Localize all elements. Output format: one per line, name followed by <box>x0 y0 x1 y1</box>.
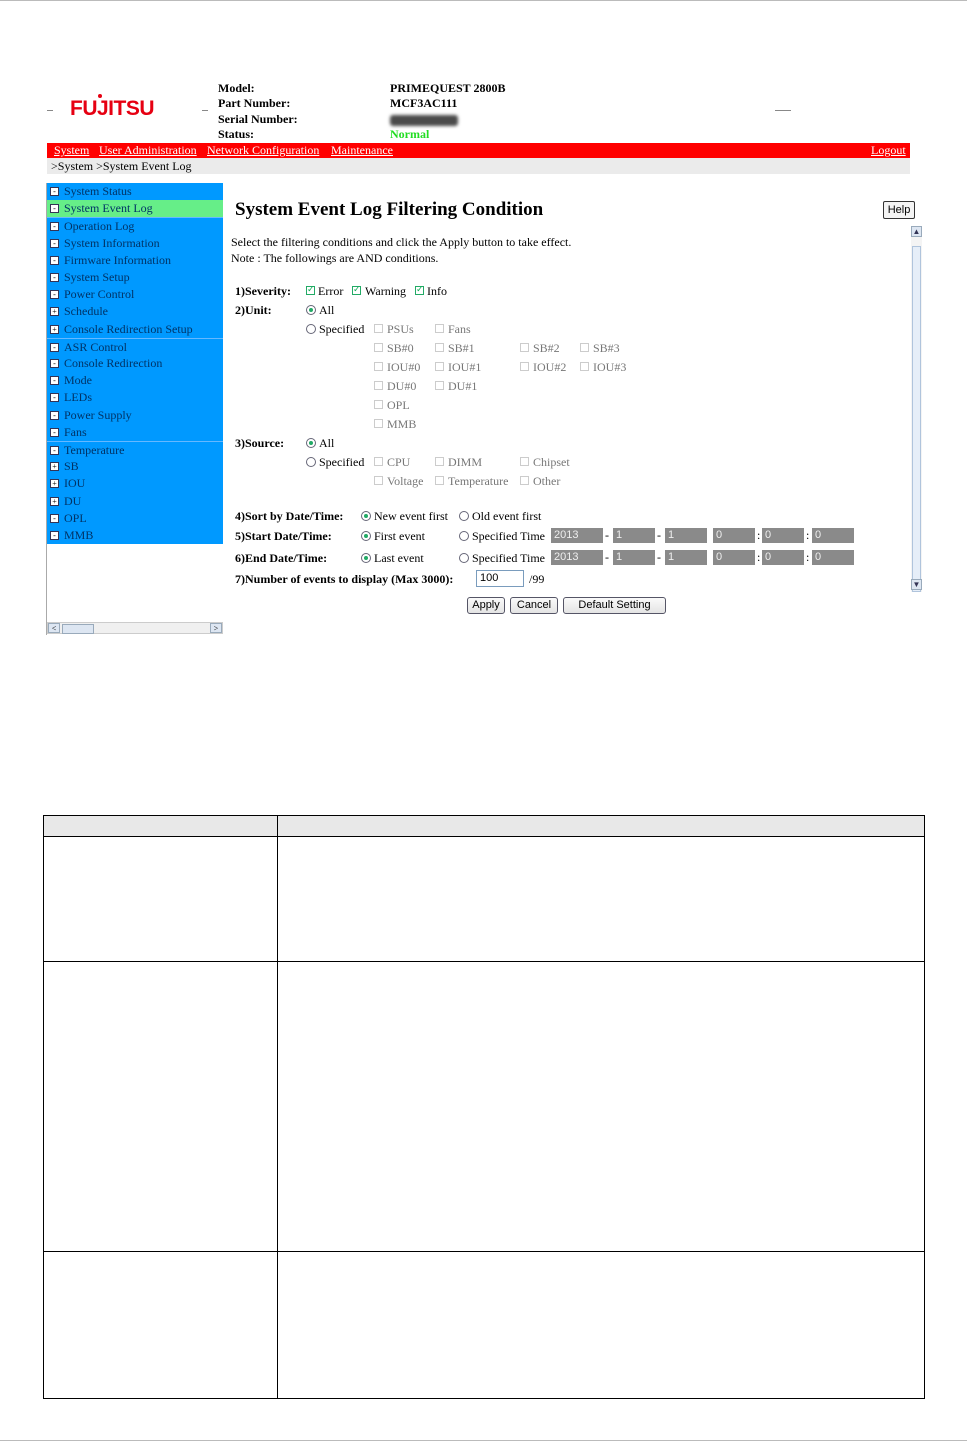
source-chipset-label: Chipset <box>533 455 570 469</box>
end-specified-radio[interactable] <box>459 553 469 563</box>
start-label: 5)Start Date/Time: <box>235 529 332 543</box>
sidebar-item-opl[interactable] <box>47 510 223 527</box>
end-day-field[interactable]: 1 <box>665 550 707 565</box>
fujitsu-logo: FUJITSU <box>70 97 155 120</box>
sidebar-item-power-supply[interactable] <box>47 407 223 424</box>
sidebar-item-label: DU <box>64 493 82 508</box>
source-cpu-checkbox[interactable] <box>374 457 383 466</box>
unit-du-1-label: DU#1 <box>448 379 478 393</box>
serial-redaction <box>390 115 458 126</box>
source-voltage-checkbox[interactable] <box>374 476 383 485</box>
collapse-minus-icon[interactable]: - <box>50 222 59 231</box>
document-table <box>43 815 925 1399</box>
sidebar-item-label: System Event Log <box>64 201 153 216</box>
menu-network-configuration[interactable]: Network Configuration <box>207 143 320 157</box>
sidebar-item-label: Power Control <box>64 287 135 302</box>
expand-plus-icon[interactable]: + <box>50 307 59 316</box>
expand-plus-icon[interactable]: + <box>50 497 59 506</box>
unit-sb-2-checkbox[interactable] <box>520 343 529 352</box>
unit-sb-0-label: SB#0 <box>387 341 414 355</box>
unit-specified-radio[interactable] <box>306 324 316 334</box>
sidebar-item-schedule[interactable] <box>47 303 223 320</box>
sidebar-item-power-control[interactable] <box>47 286 223 303</box>
collapse-minus-icon[interactable]: - <box>50 359 59 368</box>
sidebar-item-asr-control[interactable] <box>47 338 223 356</box>
unit-du-0-checkbox[interactable] <box>374 381 383 390</box>
end-sep-1: - <box>605 550 609 564</box>
severity-info-label: Info <box>427 284 447 298</box>
vertical-scroll-thumb[interactable] <box>912 246 921 592</box>
sidebar-item-temperature[interactable] <box>47 441 223 459</box>
collapse-minus-icon[interactable]: - <box>50 273 59 282</box>
end-month-field[interactable]: 1 <box>613 550 655 565</box>
sidebar-item-leds[interactable] <box>47 389 223 406</box>
unit-opl-label: OPL <box>387 398 410 412</box>
severity-warning-checkbox[interactable] <box>352 286 361 295</box>
start-specified-radio[interactable] <box>459 531 469 541</box>
sidebar-item-label: SB <box>64 459 79 474</box>
sidebar-item-mmb[interactable] <box>47 527 223 544</box>
end-specified-label: Specified Time <box>472 551 546 565</box>
unit-sb-0-checkbox[interactable] <box>374 343 383 352</box>
source-specified-label: Specified <box>319 455 365 469</box>
sidebar-item-label: Power Supply <box>64 407 132 422</box>
collapse-minus-icon[interactable]: - <box>50 531 59 540</box>
sidebar-item-label: Mode <box>64 373 92 388</box>
sidebar-item-fans[interactable] <box>47 424 223 441</box>
source-dimm-checkbox[interactable] <box>435 457 444 466</box>
breadcrumb: >System >System Event Log <box>47 158 910 174</box>
status-value: Normal <box>390 127 430 141</box>
source-other-checkbox[interactable] <box>520 476 529 485</box>
unit-iou-3-checkbox[interactable] <box>580 362 589 371</box>
cancel-button[interactable]: Cancel <box>510 597 558 614</box>
unit-du-0-label: DU#0 <box>387 379 417 393</box>
end-second-field[interactable]: 0 <box>812 550 854 565</box>
collapse-minus-icon[interactable]: - <box>50 290 59 299</box>
sidebar-item-sb[interactable] <box>47 458 223 475</box>
count-total: /99 <box>529 572 545 586</box>
default-setting-button[interactable]: Default Setting <box>563 597 666 614</box>
collapse-minus-icon[interactable]: - <box>50 428 59 437</box>
start-first-event-label: First event <box>374 529 425 543</box>
table-row-divider-2 <box>44 1251 924 1252</box>
sidebar-item-operation-log[interactable] <box>47 217 223 235</box>
expand-plus-icon[interactable]: + <box>50 325 59 334</box>
start-year-field[interactable]: 2013 <box>551 528 603 543</box>
start-second-field[interactable]: 0 <box>812 528 854 543</box>
end-sep-2: - <box>657 550 661 564</box>
sidebar-item-label: System Status <box>64 184 132 198</box>
collapse-minus-icon[interactable]: - <box>50 393 59 402</box>
sidebar-item-iou[interactable] <box>47 475 223 492</box>
unit-mmb-label: MMB <box>387 417 417 431</box>
end-minute-field[interactable]: 0 <box>762 550 804 565</box>
sidebar-item-label: Console Redirection <box>64 356 163 370</box>
collapse-minus-icon[interactable]: - <box>50 256 59 265</box>
unit-sb-3-label: SB#3 <box>593 341 620 355</box>
sort-label: 4)Sort by Date/Time: <box>235 509 344 523</box>
start-sep-3: : <box>757 528 761 542</box>
sidebar-item-system-event-log[interactable] <box>47 200 223 217</box>
page-bottom-border <box>0 1440 967 1441</box>
header-divider-right <box>775 110 791 111</box>
collapse-minus-icon[interactable]: - <box>50 514 59 523</box>
source-chipset-checkbox[interactable] <box>520 457 529 466</box>
unit-mmb-checkbox[interactable] <box>374 419 383 428</box>
end-sep-3: : <box>757 550 761 564</box>
unit-sb-1-checkbox[interactable] <box>435 343 444 352</box>
status-label: Status: <box>218 127 255 141</box>
sidebar-item-du[interactable] <box>47 493 223 510</box>
sidebar-item-label: Fans <box>64 424 87 439</box>
page-title: System Event Log Filtering Condition <box>235 199 544 220</box>
source-cpu-label: CPU <box>387 455 411 469</box>
model-label: Model: <box>218 81 255 95</box>
sort-old-first-radio[interactable] <box>459 511 469 521</box>
severity-error-checkbox[interactable] <box>306 286 315 295</box>
unit-sb-3-checkbox[interactable] <box>580 343 589 352</box>
sidebar-item-label: Temperature <box>64 443 125 457</box>
start-specified-label: Specified Time <box>472 529 546 543</box>
main-vertical-scrollbar[interactable] <box>911 226 922 592</box>
sidebar-item-system-setup[interactable] <box>47 269 223 286</box>
end-sep-4: : <box>806 550 810 564</box>
collapse-minus-icon[interactable]: - <box>50 343 59 352</box>
scroll-left-arrow-icon[interactable]: < <box>48 623 60 633</box>
severity-info-checkbox[interactable] <box>415 286 424 295</box>
serial-number-label: Serial Number: <box>218 112 298 126</box>
collapse-minus-icon[interactable]: - <box>50 411 59 420</box>
source-specified-radio[interactable] <box>306 457 316 467</box>
collapse-minus-icon[interactable]: - <box>50 187 59 196</box>
part-number-label: Part Number: <box>218 96 291 110</box>
source-temperature-label: Temperature <box>448 474 509 488</box>
sidebar-item-firmware-information[interactable] <box>47 252 223 269</box>
sidebar-item-system-information[interactable] <box>47 235 223 252</box>
serial-number-value <box>390 112 458 128</box>
table-column-divider <box>277 816 278 1398</box>
source-all-radio[interactable] <box>306 438 316 448</box>
scroll-thumb[interactable] <box>62 624 94 634</box>
unit-opl-checkbox[interactable] <box>374 400 383 409</box>
part-number-value: MCF3AC111 <box>390 96 458 110</box>
start-first-event-radio[interactable] <box>361 531 371 541</box>
sidebar-nav <box>47 183 223 544</box>
sidebar-item-label: System Setup <box>64 270 130 284</box>
sidebar-item-label: MMB <box>64 528 94 542</box>
table-row-divider-1 <box>44 961 924 962</box>
collapse-minus-icon[interactable]: - <box>50 204 59 213</box>
unit-psus-checkbox[interactable] <box>374 324 383 333</box>
end-year-field[interactable]: 2013 <box>551 550 603 565</box>
sidebar-item-label: ASR Control <box>64 339 128 354</box>
end-last-event-radio[interactable] <box>361 553 371 563</box>
page-top-border <box>0 0 967 1</box>
end-hour-field[interactable]: 0 <box>713 550 755 565</box>
scroll-right-arrow-icon[interactable]: > <box>210 623 222 633</box>
logout-link[interactable]: Logout <box>871 143 906 157</box>
sidebar-item-console-redirection[interactable] <box>47 355 223 372</box>
sidebar-horizontal-scrollbar[interactable] <box>47 622 223 634</box>
header-divider-mid <box>202 110 208 111</box>
model-value: PRIMEQUEST 2800B <box>390 81 506 95</box>
sort-new-first-label: New event first <box>374 509 448 523</box>
unit-sb-2-label: SB#2 <box>533 341 560 355</box>
collapse-minus-icon[interactable]: - <box>50 446 59 455</box>
unit-iou-1-checkbox[interactable] <box>435 362 444 371</box>
sidebar-item-console-redirection-setup[interactable] <box>47 321 223 338</box>
unit-iou-2-checkbox[interactable] <box>520 362 529 371</box>
expand-plus-icon[interactable]: + <box>50 479 59 488</box>
unit-fans-checkbox[interactable] <box>435 324 444 333</box>
sidebar-item-label: IOU <box>64 476 86 491</box>
unit-psus-label: PSUs <box>387 322 414 336</box>
unit-iou-1-label: IOU#1 <box>448 360 482 374</box>
sidebar-item-label: Schedule <box>64 304 108 319</box>
start-day-field[interactable]: 1 <box>665 528 707 543</box>
note-text: Note : The followings are AND conditions. <box>231 251 439 265</box>
unit-sb-1-label: SB#1 <box>448 341 475 355</box>
unit-fans-label: Fans <box>448 322 471 336</box>
sort-old-first-label: Old event first <box>472 509 542 523</box>
sidebar-item-label: OPL <box>64 510 87 525</box>
expand-plus-icon[interactable]: + <box>50 462 59 471</box>
unit-iou-0-checkbox[interactable] <box>374 362 383 371</box>
count-label: 7)Number of events to display (Max 3000): <box>235 572 454 586</box>
intro-text: Select the filtering conditions and click the Apply button to take effect. <box>231 235 572 249</box>
apply-button[interactable]: Apply <box>467 597 505 614</box>
source-all-label: All <box>319 436 335 450</box>
start-sep-4: : <box>806 528 810 542</box>
source-temperature-checkbox[interactable] <box>435 476 444 485</box>
sidebar-item-label: Firmware Information <box>64 252 171 267</box>
end-last-event-label: Last event <box>374 551 424 565</box>
table-header-row <box>44 816 924 837</box>
source-voltage-label: Voltage <box>387 474 424 488</box>
sidebar-item-label: LEDs <box>64 390 92 405</box>
end-label: 6)End Date/Time: <box>235 551 328 565</box>
unit-label: 2)Unit: <box>235 303 272 317</box>
unit-all-label: All <box>319 303 335 317</box>
scroll-down-arrow-icon[interactable]: ▼ <box>912 580 921 589</box>
source-label: 3)Source: <box>235 436 285 450</box>
unit-du-1-checkbox[interactable] <box>435 381 444 390</box>
start-minute-field[interactable]: 0 <box>762 528 804 543</box>
sidebar-item-label: Console Redirection Setup <box>64 321 193 336</box>
severity-error-label: Error <box>318 284 344 298</box>
help-button[interactable]: Help <box>883 201 915 219</box>
unit-all-radio[interactable] <box>306 305 316 315</box>
unit-iou-3-label: IOU#3 <box>593 360 627 374</box>
source-dimm-label: DIMM <box>448 455 483 469</box>
menu-system[interactable]: System <box>54 143 90 157</box>
sidebar-item-label: System Information <box>64 235 160 250</box>
count-input[interactable]: 100 <box>476 570 524 587</box>
header-divider-left <box>47 110 53 111</box>
menu-maintenance[interactable]: Maintenance <box>331 143 393 157</box>
scroll-up-arrow-icon[interactable]: ▲ <box>912 227 921 236</box>
sidebar-item-label: Operation Log <box>64 219 135 234</box>
severity-label: 1)Severity: <box>235 284 291 298</box>
unit-iou-2-label: IOU#2 <box>533 360 567 374</box>
start-sep-2: - <box>657 528 661 542</box>
start-hour-field[interactable]: 0 <box>713 528 755 543</box>
start-month-field[interactable]: 1 <box>613 528 655 543</box>
unit-specified-label: Specified <box>319 322 365 336</box>
start-sep-1: - <box>605 528 609 542</box>
collapse-minus-icon[interactable]: - <box>50 239 59 248</box>
sidebar-item-system-status[interactable] <box>47 183 223 200</box>
unit-iou-0-label: IOU#0 <box>387 360 421 374</box>
collapse-minus-icon[interactable]: - <box>50 376 59 385</box>
sidebar-item-mode[interactable] <box>47 372 223 389</box>
sort-new-first-radio[interactable] <box>361 511 371 521</box>
severity-warning-label: Warning <box>365 284 407 298</box>
menu-user-administration[interactable]: User Administration <box>99 143 197 157</box>
menu-bar <box>47 143 910 158</box>
source-other-label: Other <box>533 474 561 488</box>
